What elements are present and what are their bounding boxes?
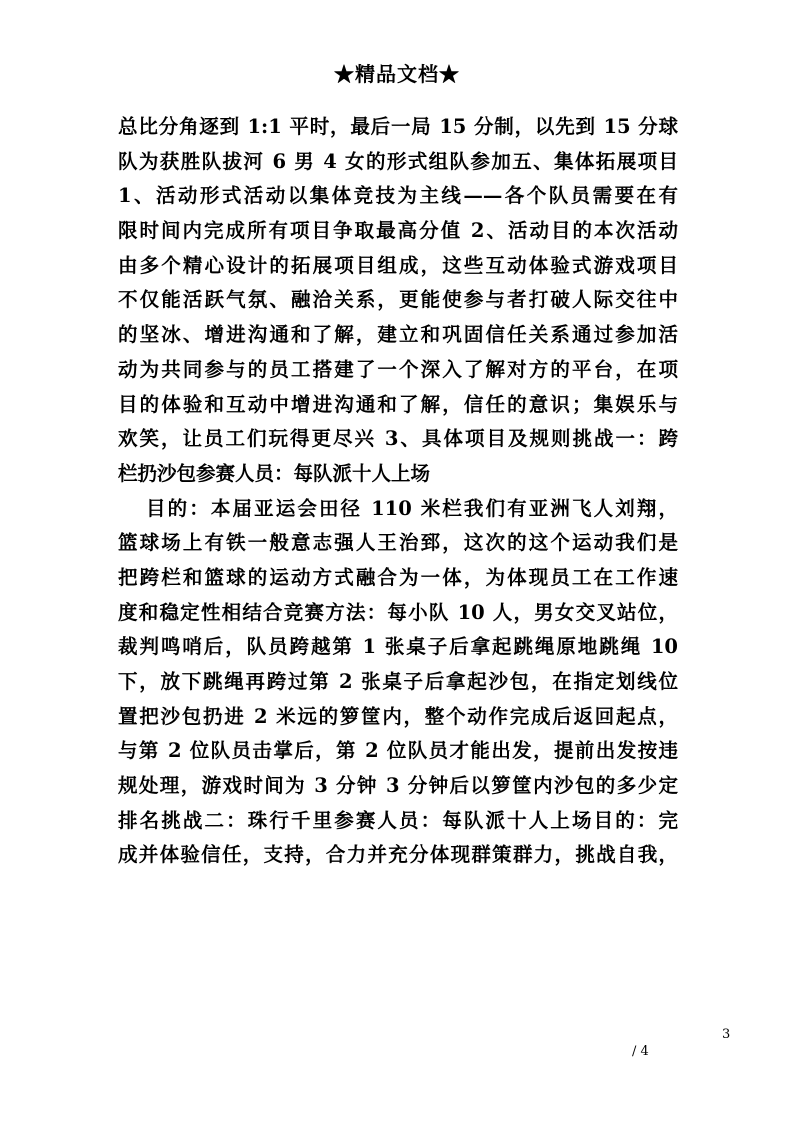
text-line: 规处理，游戏时间为 3 分钟 3 分钟后以箩筐内沙包的多少定 (118, 774, 678, 798)
text-line: 的坚冰、增进沟通和了解，建立和巩固信任关系通过参加活 (118, 323, 678, 347)
text-line: 排名挑战二：珠行千里参赛人员：每队派十人上场目的：完 (118, 808, 678, 832)
text-line: 成并体验信任，支持，合力并充分体现群策群力，挑战自我， (118, 843, 678, 867)
text-line: 目的体验和互动中增进沟通和了解，信任的意识；集娱乐与 (118, 392, 678, 416)
text-line: 欢笑，让员工们玩得更尽兴 3、具体项目及规则挑战一：跨 (118, 427, 678, 451)
text-line: 度和稳定性相结合竞赛方法：每小队 10 人，男女交叉站位， (118, 600, 678, 624)
text-line: 裁判鸣哨后，队员跨越第 1 张桌子后拿起跳绳原地跳绳 10 (118, 635, 678, 659)
text-line: 总比分角逐到 1:1 平时，最后一局 15 分制，以先到 15 分球 (118, 115, 678, 138)
text-line: 与第 2 位队员击掌后，第 2 位队员才能出发，提前出发按违 (118, 739, 678, 763)
text-line: 篮球场上有铁一般意志强人王治郅，这次的这个运动我们是 (118, 531, 678, 555)
page-number: 3 (722, 1027, 731, 1042)
text-line: 1、活动形式活动以集体竞技为主线——各个队员需要在有 (118, 184, 678, 208)
text-line: 队为获胜队拔河 6 男 4 女的形式组队参加五、集体拓展项目 (118, 149, 678, 173)
text-line: 由多个精心设计的拓展项目组成，这些互动体验式游戏项目 (118, 253, 678, 277)
document-body (118, 110, 678, 873)
text-line: 栏扔沙包参赛人员：每队派十人上场 (118, 461, 431, 485)
text-line: 下，放下跳绳再跨过第 2 张桌子后拿起沙包，在指定划线位 (118, 670, 678, 693)
page-total: / 4 (632, 1044, 649, 1059)
page-header-title: ★精品文档★ (334, 62, 460, 86)
text-line-indented: 目的：本届亚运会田径 110 米栏我们有亚洲飞人刘翔， (146, 496, 678, 520)
text-line: 把跨栏和篮球的运动方式融合为一体，为体现员工在工作速 (118, 565, 678, 589)
text-line: 置把沙包扔进 2 米远的箩筐内，整个动作完成后返回起点， (118, 704, 678, 728)
text-line: 限时间内完成所有项目争取最高分值 2、活动目的本次活动 (118, 219, 678, 243)
text-line: 动为共同参与的员工搭建了一个深入了解对方的平台，在项 (118, 357, 678, 381)
text-line: 不仅能活跃气氛、融洽关系，更能使参与者打破人际交往中 (118, 288, 678, 312)
